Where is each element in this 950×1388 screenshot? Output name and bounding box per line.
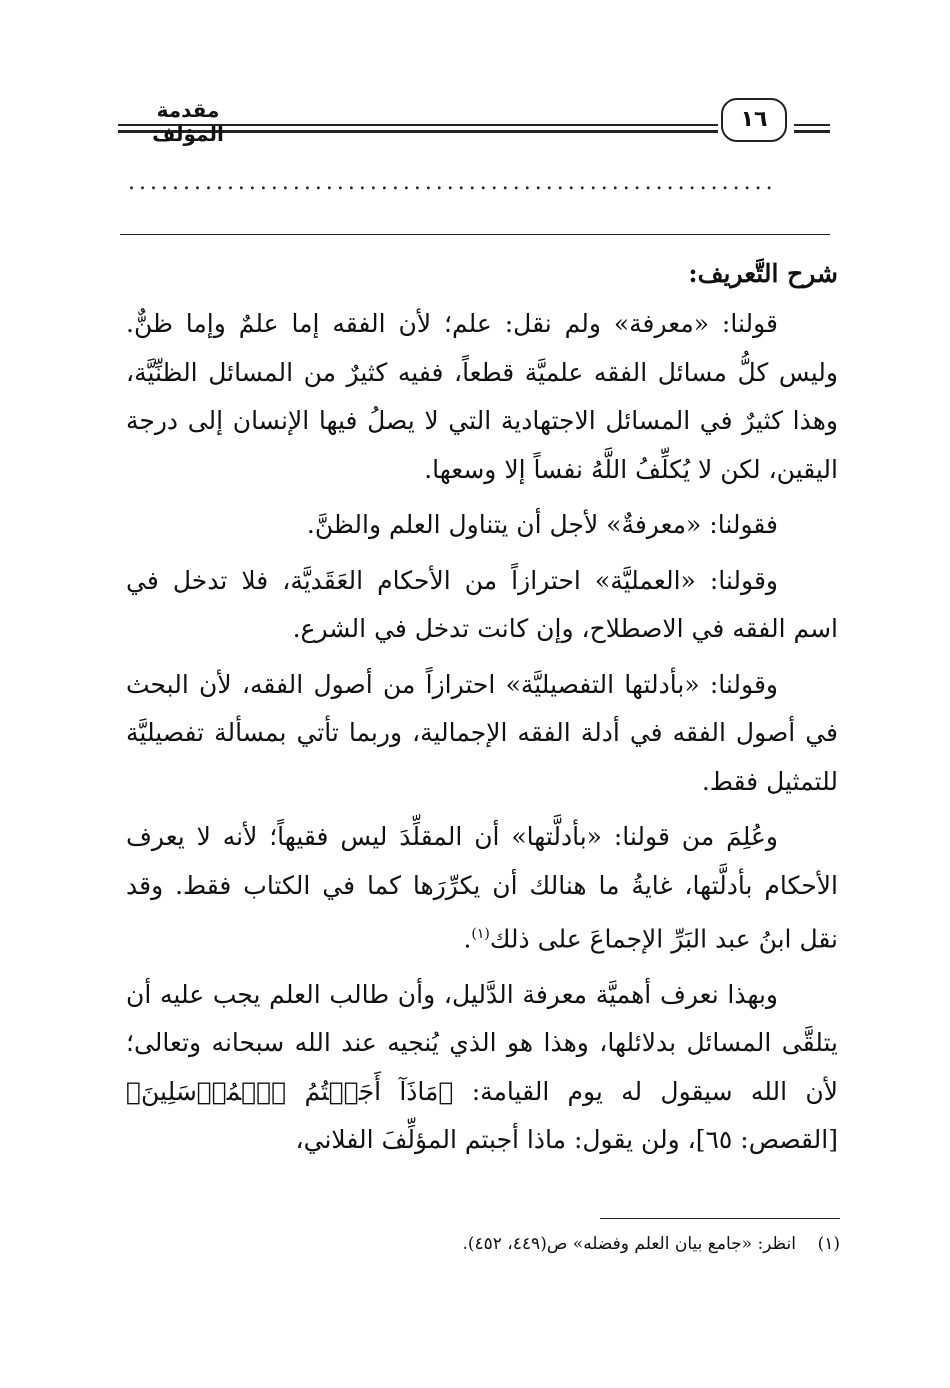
running-title: مقدمة المؤلف	[152, 98, 224, 146]
footnote-number: (١)	[817, 1234, 840, 1254]
header-rule	[794, 130, 830, 133]
paragraph: وبهذا نعرف أهميَّة معرفة الدَّليل، وأن طالب العلم يجب عليه أن يتلقَّى المسائل بدلائلها، وهذا هو الذي يُنجيه عند الله سبحانه وتعالى؛ لأن الله سيقول له يوم القيامة: ﴿مَاذَآ أَجَبۡتُمُ ٱلۡمُرۡسَلِينَ﴾ [القصص: ٦٥]، ولن يقول: ماذا أجبتم المؤلِّفَ الفلاني،	[126, 979, 838, 1155]
paragraph: فقولنا: «معرفةٌ» لأجل أن يتناول العلم والظنَّ.	[306, 510, 778, 539]
footnote-marker: (١)	[471, 926, 490, 942]
section-title: شرح التَّعريف:	[688, 259, 838, 288]
footnote-rule	[600, 1218, 840, 1219]
header-rule	[794, 124, 830, 126]
section-separator	[120, 234, 830, 235]
paragraph	[126, 813, 838, 964]
paragraph-text: وعُلِمَ من قولنا: «بأدلَّتها» أن المقلِّدَ ليس فقيهاً؛ لأنه لا يعرف الأحكام بأدلَّتها، غايةُ ما هنالك أن يكرِّرَها كما في الكتاب فقط. وقد نقل ابنُ عبد البَرِّ الإجماعَ على ذلك	[126, 822, 838, 954]
dotted-line: ...........................................................	[128, 170, 777, 195]
paragraph: قولنا: «معرفة» ولم نقل: علم؛ لأن الفقه إما علمٌ وإما ظنٌّ. وليس كلُّ مسائل الفقه علميَّة قطعاً، ففيه كثيرٌ من المسائل الظنِّيَّة، وهذا كثيرٌ في المسائل الاجتهادية التي لا يصلُ فيها الإنسان إلى درجة اليقين، لكن لا يُكلِّفُ اللَّهُ نفساً إلا وسعها.	[126, 309, 838, 484]
footnote	[300, 1230, 840, 1258]
paragraph: وقولنا: «العمليَّة» احترازاً من الأحكام العَقَديَّة، فلا تدخل في اسم الفقه في الاصطلاح، وإن كانت تدخل في الشرع.	[126, 565, 838, 643]
footnote-text: انظر: «جامع بيان العلم وفضله» ص(٤٤٩، ٤٥٢).	[462, 1234, 796, 1254]
page-number: ١٦	[721, 98, 787, 142]
paragraph-end: .	[463, 924, 472, 954]
paragraph: وقولنا: «بأدلتها التفصيليَّة» احترازاً من أصول الفقه، لأن البحث في أصول الفقه في أدلة الفقه الإجمالية، وربما تأتي بمسألة تفصيليَّة للتمثيل فقط.	[126, 669, 838, 796]
main-text	[126, 248, 838, 1172]
